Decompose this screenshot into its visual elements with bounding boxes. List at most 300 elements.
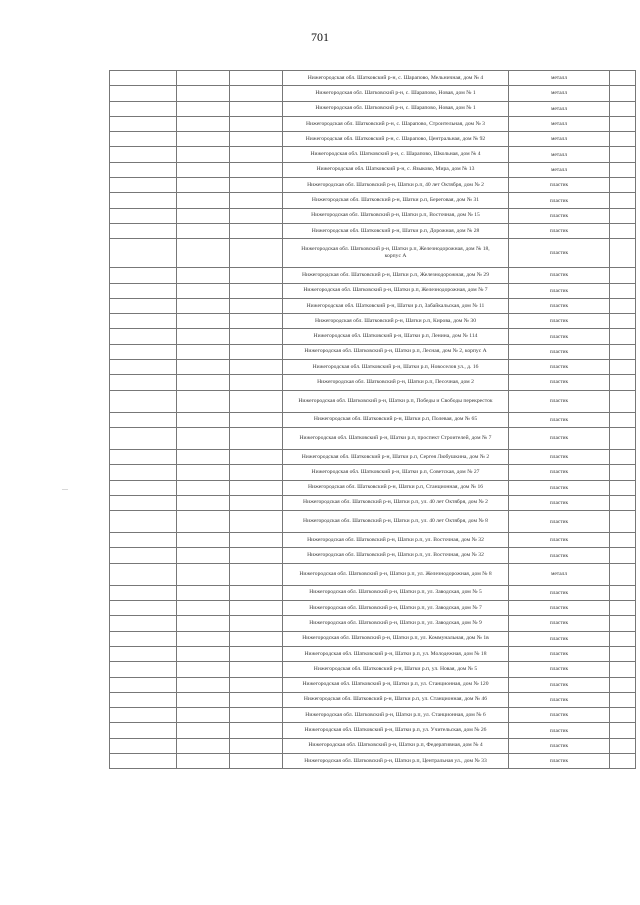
empty-cell — [177, 329, 230, 344]
empty-cell — [610, 753, 636, 768]
empty-cell — [610, 585, 636, 600]
empty-cell — [177, 193, 230, 208]
empty-cell — [610, 390, 636, 412]
empty-cell — [110, 101, 177, 116]
material-cell: пластик — [509, 511, 610, 533]
empty-cell — [177, 616, 230, 631]
material-cell: пластик — [509, 329, 610, 344]
empty-cell — [177, 390, 230, 412]
material-cell: пластик — [509, 708, 610, 723]
empty-cell — [110, 208, 177, 223]
empty-cell — [177, 548, 230, 563]
empty-cell — [610, 223, 636, 238]
empty-cell — [110, 329, 177, 344]
empty-cell — [177, 412, 230, 427]
address-cell: Нижегородская обл. Шатковский р-н, Шатки р.п, Песочная, дом 2 — [283, 375, 509, 390]
table-row — [110, 708, 636, 723]
empty-cell — [177, 178, 230, 193]
material-cell: металл — [509, 101, 610, 116]
material-cell: пластик — [509, 631, 610, 646]
empty-cell — [110, 360, 177, 375]
empty-cell — [110, 283, 177, 298]
address-cell: Нижегородская обл. Шатковский р-н, Шатки р.п, Лесная, дом № 2, корпус А — [283, 344, 509, 359]
empty-cell — [610, 427, 636, 449]
material-cell: пластик — [509, 495, 610, 510]
address-cell: Нижегородская обл. Шатковский р-н, Шатки р.п, Станционная, дом № 16 — [283, 480, 509, 495]
table-row — [110, 360, 636, 375]
empty-cell — [177, 208, 230, 223]
material-cell: пластик — [509, 375, 610, 390]
empty-cell — [230, 132, 283, 147]
empty-cell — [610, 268, 636, 283]
table-row — [110, 116, 636, 131]
empty-cell — [230, 692, 283, 707]
table-row — [110, 412, 636, 427]
empty-cell — [230, 427, 283, 449]
address-cell: Нижегородская обл. Шатковский р-н, Шатки р.п, Береговая, дом № 31 — [283, 193, 509, 208]
empty-cell — [610, 616, 636, 631]
table-row — [110, 738, 636, 753]
table-row — [110, 511, 636, 533]
table-row — [110, 132, 636, 147]
material-cell: пластик — [509, 208, 610, 223]
empty-cell — [110, 692, 177, 707]
material-cell: пластик — [509, 480, 610, 495]
address-cell: Нижегородская обл. Шатковский р-н, Шатки р.п, ул. 40 лет Октября, дом № 2 — [283, 495, 509, 510]
empty-cell — [110, 753, 177, 768]
empty-cell — [230, 86, 283, 101]
address-cell: Нижегородская обл. Шатковский р-н, Шатки р.п, Забайкальская, дом № 11 — [283, 298, 509, 313]
empty-cell — [110, 132, 177, 147]
address-cell: Нижегородская обл. Шатковский р-н, Шатки р.п, ул. Заводская, дом № 7 — [283, 601, 509, 616]
table-row — [110, 268, 636, 283]
empty-cell — [110, 223, 177, 238]
empty-cell — [610, 360, 636, 375]
page-number: 701 — [311, 30, 329, 44]
empty-cell — [230, 344, 283, 359]
material-cell: металл — [509, 147, 610, 162]
empty-cell — [177, 511, 230, 533]
address-cell: Нижегородская обл. Шатковский р-н, Шатки р.п, ул. Станционная, дом № 6 — [283, 708, 509, 723]
empty-cell — [610, 662, 636, 677]
empty-cell — [110, 412, 177, 427]
table-row — [110, 86, 636, 101]
empty-cell — [177, 753, 230, 768]
empty-cell — [177, 162, 230, 177]
table-row — [110, 375, 636, 390]
empty-cell — [177, 662, 230, 677]
empty-cell — [610, 480, 636, 495]
empty-cell — [110, 548, 177, 563]
empty-cell — [610, 677, 636, 692]
empty-cell — [230, 495, 283, 510]
table-row — [110, 283, 636, 298]
empty-cell — [177, 601, 230, 616]
empty-cell — [230, 178, 283, 193]
material-cell: пластик — [509, 298, 610, 313]
material-cell: пластик — [509, 616, 610, 631]
empty-cell — [110, 344, 177, 359]
address-cell: Нижегородская обл. Шатковский р-н, Шатки р.п, Советская, дом № 27 — [283, 465, 509, 480]
table-row — [110, 631, 636, 646]
empty-cell — [110, 298, 177, 313]
empty-cell — [610, 495, 636, 510]
empty-cell — [110, 427, 177, 449]
table-row — [110, 239, 636, 268]
empty-cell — [610, 449, 636, 464]
empty-cell — [230, 585, 283, 600]
empty-cell — [177, 116, 230, 131]
empty-cell — [230, 465, 283, 480]
empty-cell — [230, 223, 283, 238]
material-cell: пластик — [509, 601, 610, 616]
empty-cell — [230, 101, 283, 116]
empty-cell — [177, 360, 230, 375]
empty-cell — [177, 344, 230, 359]
empty-cell — [177, 708, 230, 723]
table-row — [110, 71, 636, 86]
address-cell: Нижегородская обл. Шатковский р-н, Шатки р.п, ул. Железнодорожная, дом № 8 — [283, 563, 509, 585]
material-cell: пластик — [509, 390, 610, 412]
empty-cell — [110, 193, 177, 208]
empty-cell — [230, 162, 283, 177]
empty-cell — [230, 298, 283, 313]
table-row — [110, 147, 636, 162]
table-row — [110, 298, 636, 313]
material-cell: пластик — [509, 314, 610, 329]
empty-cell — [110, 738, 177, 753]
empty-cell — [610, 283, 636, 298]
empty-cell — [610, 329, 636, 344]
empty-cell — [230, 753, 283, 768]
empty-cell — [110, 116, 177, 131]
empty-cell — [110, 86, 177, 101]
empty-cell — [230, 71, 283, 86]
empty-cell — [230, 511, 283, 533]
empty-cell — [177, 268, 230, 283]
material-cell: пластик — [509, 223, 610, 238]
empty-cell — [610, 548, 636, 563]
material-cell: пластик — [509, 548, 610, 563]
empty-cell — [110, 708, 177, 723]
empty-cell — [610, 71, 636, 86]
address-cell: Нижегородская обл. Шатковский р-н, Шатки р.п, Победы и Свободы перекресток — [283, 390, 509, 412]
address-cell: Нижегородская обл. Шатковский р-н, Шатки р.п, Дорожная, дом № 28 — [283, 223, 509, 238]
address-cell: Нижегородская обл. Шатковский р-н, Шатки р.п, Железнодорожная, дом № 18, корпус А — [283, 239, 509, 268]
empty-cell — [610, 193, 636, 208]
empty-cell — [177, 585, 230, 600]
material-cell: металл — [509, 71, 610, 86]
table-row — [110, 162, 636, 177]
address-cell: Нижегородская обл. Шатковский р-н, Шатки р.п, ул. Станционная, дом № 120 — [283, 677, 509, 692]
material-cell: металл — [509, 86, 610, 101]
table-row — [110, 646, 636, 661]
empty-cell — [230, 616, 283, 631]
material-cell: пластик — [509, 692, 610, 707]
empty-cell — [230, 147, 283, 162]
empty-cell — [230, 193, 283, 208]
material-cell: металл — [509, 563, 610, 585]
table-row — [110, 533, 636, 548]
empty-cell — [110, 662, 177, 677]
empty-cell — [110, 375, 177, 390]
empty-cell — [610, 147, 636, 162]
empty-cell — [230, 449, 283, 464]
empty-cell — [110, 480, 177, 495]
address-cell: Нижегородская обл. Шатковский р-н, Шатки р.п, ул. Заводская, дом № 9 — [283, 616, 509, 631]
table-row — [110, 548, 636, 563]
empty-cell — [177, 563, 230, 585]
empty-cell — [610, 708, 636, 723]
empty-cell — [110, 162, 177, 177]
empty-cell — [110, 723, 177, 738]
empty-cell — [230, 533, 283, 548]
address-cell: Нижегородская обл. Шатковский р-н, Шатки р.п, ул. Учительская, дом № 26 — [283, 723, 509, 738]
address-cell: Нижегородская обл. Шатковский р-н, Шатки р.п, ул. Коммунальная, дом № 1в — [283, 631, 509, 646]
empty-cell — [110, 601, 177, 616]
material-cell: пластик — [509, 412, 610, 427]
address-cell: Нижегородская обл. Шатковский р-н, Шатки р.п, Полевая, дом № 65 — [283, 412, 509, 427]
empty-cell — [610, 511, 636, 533]
empty-cell — [230, 738, 283, 753]
empty-cell — [610, 563, 636, 585]
address-cell: Нижегородская обл. Шатковский р-н, Шатки р.п, Центральная ул., дом № 33 — [283, 753, 509, 768]
address-cell: Нижегородская обл. Шатковский р-н, Шатки р.п, Железнодорожная, дом № 7 — [283, 283, 509, 298]
material-cell: пластик — [509, 193, 610, 208]
empty-cell — [177, 533, 230, 548]
empty-cell — [610, 116, 636, 131]
material-cell: пластик — [509, 738, 610, 753]
address-cell: Нижегородская обл. Шатковский р-н, Шатки р.п, Новоселов ул., д. 16 — [283, 360, 509, 375]
table-row — [110, 616, 636, 631]
empty-cell — [230, 116, 283, 131]
empty-cell — [230, 360, 283, 375]
empty-cell — [230, 662, 283, 677]
empty-cell — [177, 495, 230, 510]
material-cell: пластик — [509, 677, 610, 692]
address-cell: Нижегородская обл. Шатковский р-н, с. Шарапово, Школьная, дом № 4 — [283, 147, 509, 162]
empty-cell — [177, 646, 230, 661]
material-cell: металл — [509, 132, 610, 147]
material-cell: пластик — [509, 239, 610, 268]
table-row — [110, 677, 636, 692]
empty-cell — [110, 239, 177, 268]
empty-cell — [177, 86, 230, 101]
material-cell: металл — [509, 162, 610, 177]
empty-cell — [610, 375, 636, 390]
table-row — [110, 723, 636, 738]
empty-cell — [177, 677, 230, 692]
empty-cell — [610, 178, 636, 193]
table-row — [110, 495, 636, 510]
empty-cell — [610, 465, 636, 480]
address-cell: Нижегородская обл. Шатковский р-н, Шатки р.п, ул. 40 лет Октября, дом № 8 — [283, 511, 509, 533]
address-cell: Нижегородская обл. Шатковский р-н, Шатки р.п, ул. Восточная, дом № 32 — [283, 533, 509, 548]
empty-cell — [177, 101, 230, 116]
empty-cell — [230, 375, 283, 390]
address-register-table — [109, 70, 636, 769]
material-cell: металл — [509, 116, 610, 131]
empty-cell — [610, 533, 636, 548]
empty-cell — [610, 314, 636, 329]
table-row — [110, 427, 636, 449]
empty-cell — [177, 692, 230, 707]
empty-cell — [230, 329, 283, 344]
address-cell: Нижегородская обл. Шатковский р-н, Шатки р.п, Федеративная, дом № 4 — [283, 738, 509, 753]
material-cell: пластик — [509, 465, 610, 480]
empty-cell — [230, 708, 283, 723]
address-cell: Нижегородская обл. Шатковский р-н, Шатки р.п, ул. Восточная, дом № 32 — [283, 548, 509, 563]
address-cell: Нижегородская обл. Шатковский р-н, Шатки р.п, Сергея Любушкина, дом № 2 — [283, 449, 509, 464]
empty-cell — [177, 223, 230, 238]
empty-cell — [110, 268, 177, 283]
material-cell: пластик — [509, 360, 610, 375]
address-cell: Нижегородская обл. Шатковский р-н, Шатки р.п, Восточная, дом № 15 — [283, 208, 509, 223]
empty-cell — [610, 601, 636, 616]
empty-cell — [610, 738, 636, 753]
empty-cell — [610, 298, 636, 313]
material-cell: пластик — [509, 178, 610, 193]
material-cell: пластик — [509, 427, 610, 449]
empty-cell — [610, 101, 636, 116]
material-cell: пластик — [509, 344, 610, 359]
table-row — [110, 101, 636, 116]
table-row — [110, 563, 636, 585]
material-cell: пластик — [509, 662, 610, 677]
empty-cell — [230, 601, 283, 616]
empty-cell — [177, 314, 230, 329]
table-row — [110, 344, 636, 359]
empty-cell — [177, 738, 230, 753]
empty-cell — [110, 71, 177, 86]
empty-cell — [110, 631, 177, 646]
address-cell: Нижегородская обл. Шатковский р-н, Шатки р.п, Ленина, дом № 114 — [283, 329, 509, 344]
material-cell: пластик — [509, 268, 610, 283]
empty-cell — [177, 449, 230, 464]
empty-cell — [610, 86, 636, 101]
table-row — [110, 601, 636, 616]
table-row — [110, 585, 636, 600]
empty-cell — [230, 548, 283, 563]
empty-cell — [177, 283, 230, 298]
empty-cell — [177, 465, 230, 480]
table-row — [110, 390, 636, 412]
empty-cell — [110, 511, 177, 533]
empty-cell — [110, 563, 177, 585]
address-cell: Нижегородская обл. Шатковский р-н, Шатки р.п, Железнодорожная, дом № 29 — [283, 268, 509, 283]
empty-cell — [230, 563, 283, 585]
empty-cell — [230, 239, 283, 268]
table-row — [110, 662, 636, 677]
empty-cell — [230, 268, 283, 283]
register-body — [110, 71, 636, 769]
empty-cell — [110, 646, 177, 661]
empty-cell — [230, 412, 283, 427]
address-cell: Нижегородская обл. Шатковский р-н, Шатки р.п, 40 лет Октября, дом № 2 — [283, 178, 509, 193]
table-row — [110, 692, 636, 707]
empty-cell — [110, 147, 177, 162]
empty-cell — [177, 71, 230, 86]
material-cell: пластик — [509, 753, 610, 768]
material-cell: пластик — [509, 449, 610, 464]
empty-cell — [610, 723, 636, 738]
empty-cell — [110, 585, 177, 600]
empty-cell — [177, 723, 230, 738]
empty-cell — [230, 723, 283, 738]
address-cell: Нижегородская обл. Шатковский р-н, с. Шарапово, Строительная, дом № 3 — [283, 116, 509, 131]
empty-cell — [110, 533, 177, 548]
address-cell: Нижегородская обл. Шатковский р-н, с. Шарапово, Центральная, дом № 92 — [283, 132, 509, 147]
empty-cell — [230, 314, 283, 329]
empty-cell — [610, 646, 636, 661]
material-cell: пластик — [509, 723, 610, 738]
address-cell: Нижегородская обл. Шатковский р-н, с. Шарапово, Мельничная, дом № 4 — [283, 71, 509, 86]
empty-cell — [110, 390, 177, 412]
empty-cell — [230, 646, 283, 661]
table-row — [110, 178, 636, 193]
table-row — [110, 449, 636, 464]
empty-cell — [610, 631, 636, 646]
table-row — [110, 208, 636, 223]
empty-cell — [177, 375, 230, 390]
empty-cell — [610, 412, 636, 427]
empty-cell — [177, 480, 230, 495]
empty-cell — [177, 298, 230, 313]
empty-cell — [110, 449, 177, 464]
empty-cell — [177, 132, 230, 147]
empty-cell — [610, 132, 636, 147]
empty-cell — [110, 314, 177, 329]
empty-cell — [110, 495, 177, 510]
empty-cell — [230, 283, 283, 298]
empty-cell — [110, 465, 177, 480]
table-row — [110, 329, 636, 344]
empty-cell — [177, 239, 230, 268]
address-cell: Нижегородская обл. Шатковский р-н, Шатки р.п, проспект Строителей, дом № 7 — [283, 427, 509, 449]
address-cell: Нижегородская обл. Шатковский р-н, Шатки р.п, Кирова, дом № 30 — [283, 314, 509, 329]
empty-cell — [230, 480, 283, 495]
table-row — [110, 193, 636, 208]
table-row — [110, 480, 636, 495]
address-cell: Нижегородская обл. Шатковский р-н, с. Шарапово, Новая, дом № 1 — [283, 86, 509, 101]
empty-cell — [610, 162, 636, 177]
empty-cell — [177, 147, 230, 162]
empty-cell — [110, 178, 177, 193]
empty-cell — [610, 208, 636, 223]
material-cell: пластик — [509, 646, 610, 661]
empty-cell — [610, 692, 636, 707]
empty-cell — [230, 390, 283, 412]
empty-cell — [110, 616, 177, 631]
empty-cell — [230, 631, 283, 646]
address-cell: Нижегородская обл. Шатковский р-н, Шатки р.п, ул. Станционная, дом № 46 — [283, 692, 509, 707]
empty-cell — [610, 344, 636, 359]
table-row — [110, 223, 636, 238]
address-cell: Нижегородская обл. Шатковский р-н, с. Шарапово, Новая, дом № 1 — [283, 101, 509, 116]
table-row — [110, 753, 636, 768]
material-cell: пластик — [509, 283, 610, 298]
address-cell: Нижегородская обл. Шатковский р-н, Шатки р.п, ул. Молодежная, дом № 18 — [283, 646, 509, 661]
margin-mark: — — [62, 487, 68, 493]
material-cell: пластик — [509, 585, 610, 600]
empty-cell — [610, 239, 636, 268]
empty-cell — [230, 208, 283, 223]
table-row — [110, 314, 636, 329]
empty-cell — [230, 677, 283, 692]
table-row — [110, 465, 636, 480]
address-cell: Нижегородская обл. Шатковский р-н, с. Языково, Мира, дом № 13 — [283, 162, 509, 177]
address-cell: Нижегородская обл. Шатковский р-н, Шатки р.п, ул. Заводская, дом № 5 — [283, 585, 509, 600]
